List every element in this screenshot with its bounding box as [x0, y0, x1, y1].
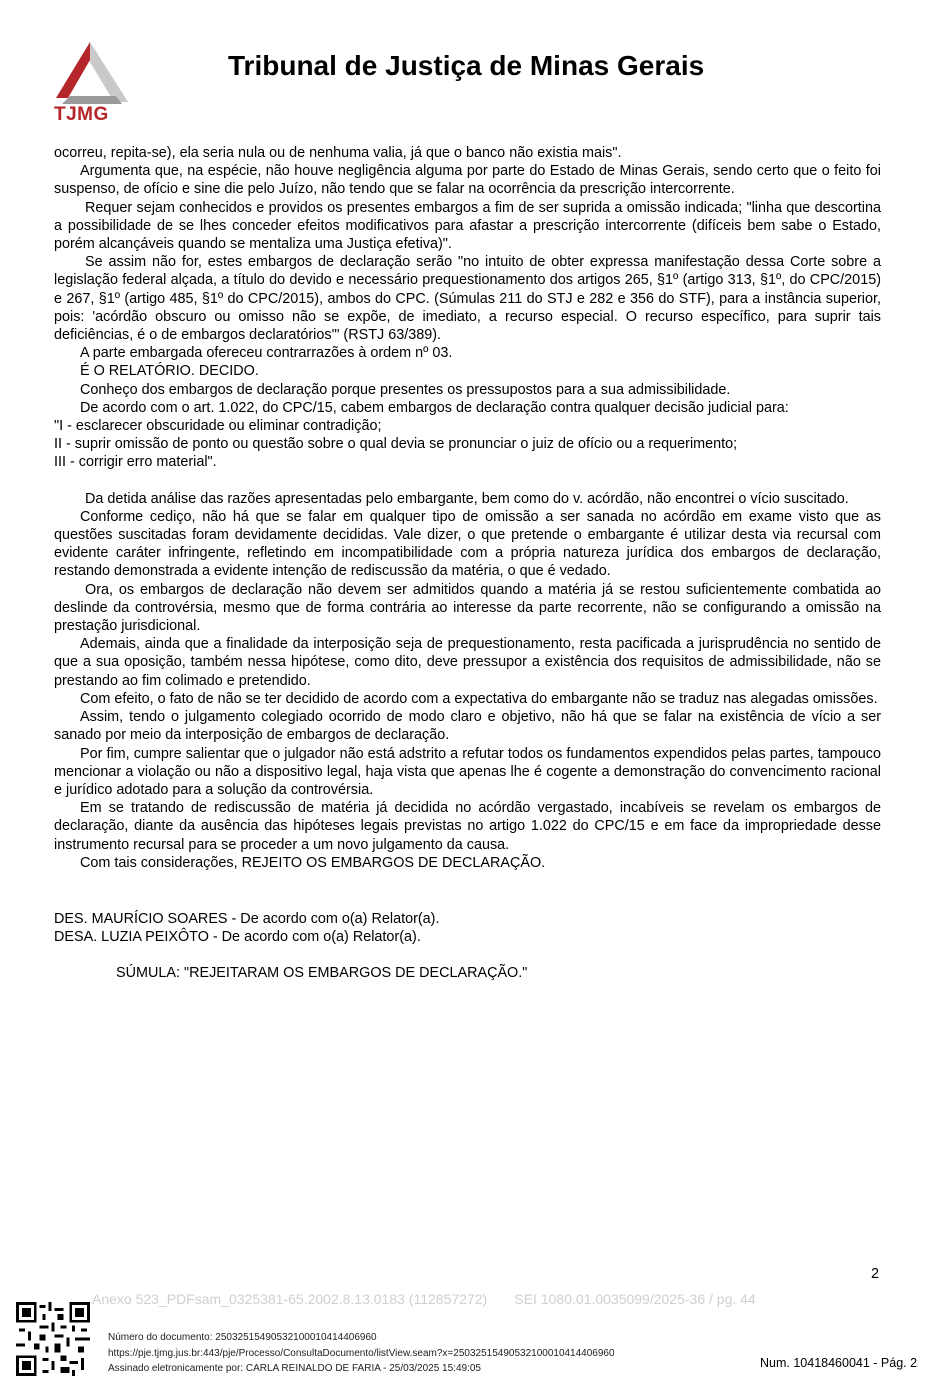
paragraph: Argumenta que, na espécie, não houve negligência alguma por parte do Estado de Minas Gerais, sendo certo que o feito foi suspenso, de ofício e sine die pelo Juízo, não tendo que se falar na ocorrência da prescrição intercorrente. [54, 163, 881, 198]
vote-line: DES. MAURÍCIO SOARES - De acordo com o(a) Relator(a). [54, 910, 440, 927]
paragraph: "I - esclarecer obscuridade ou eliminar contradição; [54, 418, 382, 435]
paragraph: É O RELATÓRIO. DECIDO. [80, 363, 259, 380]
paragraph: Em se tratando de rediscussão de matéria já decidida no acórdão vergastado, incabíveis se revelam os embargos de declaração, diante da ausência das hipóteses legais previstas no artigo 1.022 do CPC/15 e em face da impropriedade desse instrumento recursal para se proceder a um novo julgamento da causa. [54, 800, 881, 853]
paragraph: II - suprir omissão de ponto ou questão sobre o qual devia se pronunciar o juiz de ofício ou a requerimento; [54, 436, 738, 453]
footer-signature: Assinado eletronicamente por: CARLA REINALDO DE FARIA - 25/03/2025 15:49:05 [108, 1363, 481, 1374]
paragraph: A parte embargada ofereceu contrarrazões à ordem nº 03. [80, 345, 453, 362]
paragraph: Com efeito, o fato de não se ter decidido de acordo com a expectativa do embargante não se traduz nas alegadas omissões. [80, 690, 878, 707]
paragraph: Se assim não for, estes embargos de declaração serão "no intuito de obter expressa manifestação dessa Corte sobre a legislação federal alçada, a título do devido e necessário prequestionamento dos artigos 265, §1º (artigo 313, §1º, do CPC/2015) e 267, §1º (artigo 485, §1º do CPC/2015), ambos do CPC. (Súmulas 211 do STJ e 282 e 356 do STF), para a instância superior, pois: 'acórdão obscuro ou omisso não se expõe, de imediato, a recurso especial. O recurso específico, para suprir tais deficiências, é o de embargos declaratórios'" (RSTJ 63/389). [54, 254, 881, 344]
paragraph: ocorreu, repita-se), ela seria nula ou de nenhuma valia, já que o banco não existia mais". [54, 145, 622, 161]
paragraph: Conheço dos embargos de declaração porque presentes os pressupostos para a sua admissibilidade. [80, 381, 731, 398]
document-body [54, 144, 881, 983]
paragraph: Com tais considerações, REJEITO OS EMBARGOS DE DECLARAÇÃO. [80, 854, 546, 871]
paragraph: Ademais, ainda que a finalidade da interposição seja de prequestionamento, resta pacificada a jurisprudência no sentido de que a sua oposição, também nessa hipótese, como dito, deve pressupor a existência dos requisitos de admissibilidade, não se prestando ao fim colimado e pretendido. [54, 636, 881, 689]
paragraph: De acordo com o art. 1.022, do CPC/15, cabem embargos de declaração contra qualquer decisão judicial para: [80, 399, 789, 416]
paragraph: Ora, os embargos de declaração não devem ser admitidos quando a matéria já se restou suficientemente combatida ao deslinde da controvérsia, mesmo que de forma contrária ao interesse da parte recorrente, não se configurando a omissão na prestação jurisdicional. [54, 581, 881, 635]
page-reference: Num. 10418460041 - Pág. 2 [760, 1356, 918, 1370]
qr-code [16, 1302, 90, 1376]
sumula: SÚMULA: "REJEITARAM OS EMBARGOS DE DECLARAÇÃO." [116, 965, 528, 982]
paragraph: Por fim, cumpre salientar que o julgador não está adstrito a refutar todos os fundamentos expendidos pelas partes, tampouco mencionar a violação ou não a dispositivo legal, haja vista que apenas lhe é cogente a demonstração do convencimento racional e jurídico adotado para a solução da controvérsia. [54, 745, 881, 798]
paragraph: Requer sejam conhecidos e providos os presentes embargos a fim de ser suprida a omissão indicada; "linha que descortina a possibilidade de se lhes conceder efeitos modificativos para afastar a prescrição intercorrente (difíceis bem sabe o Estado, porém alcançáveis quando se mentaliza uma Justiça efetiva)". [54, 199, 881, 253]
paragraph: III - corrigir erro material". [54, 454, 217, 471]
paragraph: Conforme cediço, não há que se falar em qualquer tipo de omissão a ser sanada no acórdão em exame visto que as questões suscitadas foram devidamente decididas. Vale dizer, o que pretende o embargante é utilizar desta via recursal com evidente caráter infringente, refletindo em incompatibilidade com a própria natureza jurídica dos embargos de declaração, restando demonstrada a evidente intenção de rediscussão da matéria, o que é vedado. [54, 508, 881, 580]
watermark: Anexo 523_PDFsam_0325381-65.2002.8.13.0183 (112857272) SEI 1080.01.0035099/2025-36 / pg. 44 [92, 1291, 756, 1307]
footer-document-number: Número do documento: 25032515490532100010414406960 [108, 1332, 377, 1343]
footer-url: https://pje.tjmg.jus.br:443/pje/Processo/ConsultaDocumento/listView.seam?x=25032515490532100010414406960 [108, 1348, 615, 1359]
logo-text: TJMG [54, 104, 109, 125]
court-title: Tribunal de Justiça de Minas Gerais [228, 50, 705, 81]
page-number: 2 [871, 1266, 880, 1282]
vote-line: DESA. LUZIA PEIXÔTO - De acordo com o(a) Relator(a). [54, 929, 421, 946]
paragraph: Da detida análise das razões apresentadas pelo embargante, bem como do v. acórdão, não encontrei o vício suscitado. [85, 490, 849, 507]
paragraph: Assim, tendo o julgamento colegiado ocorrido de modo claro e objetivo, não há que se falar na existência de vício a ser sanado por meio da interposição de embargos de declaração. [54, 709, 881, 744]
